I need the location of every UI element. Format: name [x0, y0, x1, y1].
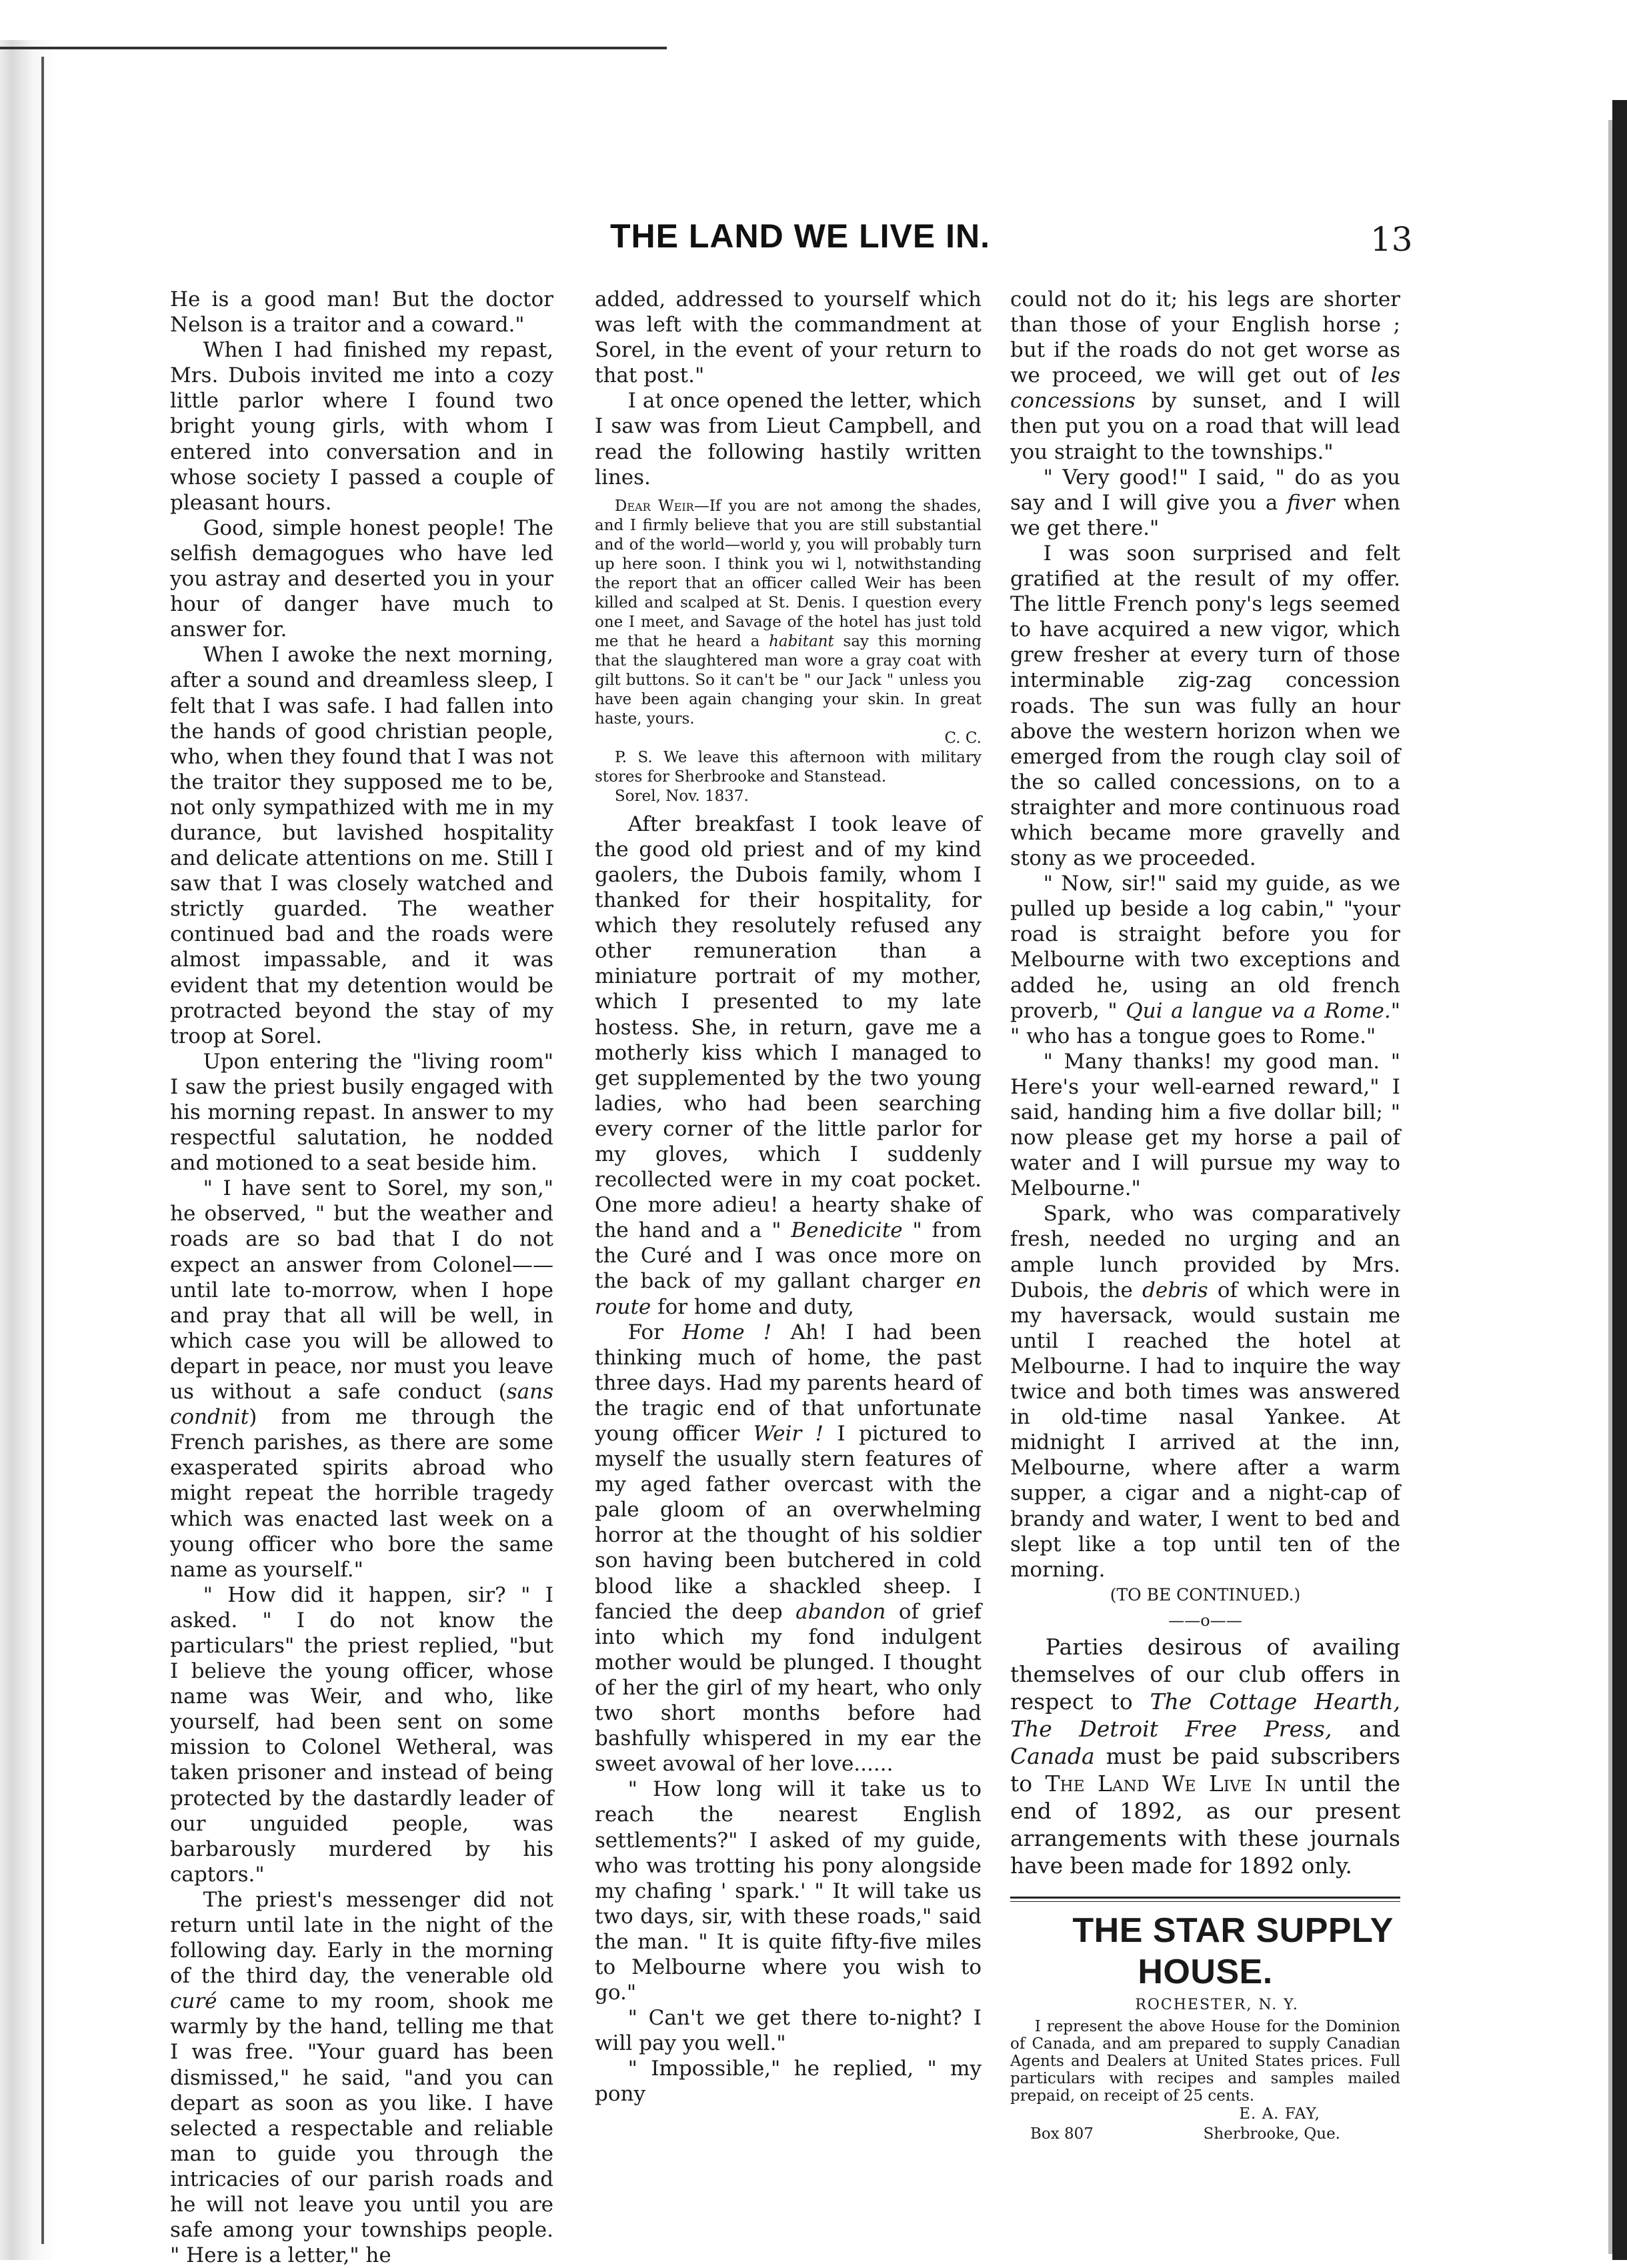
- paragraph: Spark, who was comparatively fresh, needed no urging and an ample lunch provided by Mrs. Dubois, the debris of which were in my haversack, would sustain me until I reached the hotel at Melbourne. I had to inquire the way twice and both times was answered in old-time nasal Yankee. At midnight I arrived at the inn, Melbourne, where after a warm supper, a cigar and a night-cap of brandy and water, I went to bed and slept like a top until ten of the morning.: [1010, 1202, 1400, 1582]
- paragraph: When I awoke the next morning, after a sound and dreamless sleep, I felt that I was safe. I had fallen into the hands of good christian people, who, when they found that I was not the traitor they supposed me to be, not only sympathized with me in my durance, but lavished hospitality and delicate attentions on me. Still I saw that I was closely watched and strictly guarded. The weather continued bad and the roads were almost impassable, and it was evident that my detention would be protracted beyond the stay of my troop at Sorel.: [170, 643, 553, 1048]
- column-3: [1010, 287, 1400, 2145]
- section-ornament: ——o——: [1168, 1610, 1242, 1630]
- scan-right-edge: [1612, 100, 1627, 2260]
- advert-rule-thin: [1010, 1901, 1400, 1902]
- advert-body: I represent the above House for the Dominion of Canada, and am prepared to supply Canadian Agents and Dealers at United States prices. Full particulars with recipes and samples mailed prepaid, on receipt of 25 cents.: [1010, 2018, 1400, 2105]
- letter-salutation: Dear Weir: [614, 497, 694, 515]
- to-be-continued: (TO BE CONTINUED.): [1110, 1584, 1301, 1604]
- paragraph: When I had finished my repast, Mrs. Dubois invited me into a cozy little parlor where I found two bright young girls, with whom I entered into conversation and in whose society I passed a couple of pleasant hours.: [170, 338, 553, 515]
- letter-postscript: P. S. We leave this afternoon with military stores for Sherbrooke and Stanstead.: [595, 748, 982, 786]
- paragraph: " Many thanks! my good man. " Here's your well-earned reward," I said, handing him a five dollar bill; " now please get my horse a pail of water and I will pursue my way to Melbourne.": [1010, 1049, 1400, 1201]
- scan-gutter-line: [41, 57, 44, 2244]
- advert-box: Box 807: [1030, 2125, 1094, 2143]
- column-2: [595, 287, 982, 2107]
- paragraph: After breakfast I took leave of the good old priest and of my kind gaolers, the Dubois family, whom I thanked for their hospitality, for which they resolutely refused any other remuneration than a miniature portrait of my mother, which I presented to my late hostess. She, in return, gave me a motherly kiss which I managed to get supplemented by the two young ladies, who had been searching every corner of the little parlor for my gloves, which I suddenly recollected were in my coat pocket. One more adieu! a hearty shake of the hand and a " Benedicite " from the Curé and I was once more on the back of my gallant charger en route for home and duty,: [595, 812, 982, 1319]
- scan-top-rule: [0, 47, 667, 49]
- page-number: 13: [1370, 220, 1413, 259]
- paragraph: " How long will it take us to reach the nearest English settlements?" I asked of my guide, who was trotting his pony alongside my chafing ' spark.' " It will take us two days, sir, with these roads," said the man. " It is quite fifty-five miles to Melbourne where you wish to go.": [595, 1777, 982, 2005]
- paragraph: " I have sent to Sorel, my son," he observed, " but the weather and roads are so bad that I do not expect an answer from Colonel——until late to-morrow, when I hope and pray that all will be well, in which case you will be allowed to depart in peace, nor must you leave us without a safe conduct (sans condnit) from me through the French parishes, as there are some exasperated spirits abroad who might repeat the horrible tragedy which was enacted last week on a young officer who bore the same name as yourself.": [170, 1176, 553, 1582]
- letter-signature: C. C.: [944, 729, 982, 747]
- paragraph: He is a good man! But the doctor Nelson is a traitor and a coward.": [170, 287, 553, 337]
- paragraph: " Impossible," he replied, " my pony: [595, 2057, 982, 2107]
- running-header: THE LAND WE LIVE IN.: [610, 217, 990, 255]
- paragraph: added, addressed to yourself which was left with the commandment at Sorel, in the event of your return to that post.": [595, 287, 982, 388]
- scan-right-shadow: [1608, 120, 1612, 2254]
- advert-place: ROCHESTER, N. Y.: [1135, 1996, 1299, 2013]
- paragraph: For Home ! Ah! I had been thinking much of home, the past three days. Had my parents heard of the tragic end of that unfortunate young officer Weir ! I pictured to myself the usually stern features of my aged father overcast with the pale gloom of an overwhelming horror at the thought of his soldier son having been butchered in cold blood like a shackled sheep. I fancied the deep abandon of grief into which my fond indulgent mother would be plunged. I thought of her the girl of my heart, who only two short months before had bashfully whispered in my ear the sweet avowal of her love......: [595, 1320, 982, 1777]
- letter-text: Dear Weir—If you are not among the shades, and I firmly believe that you are still substantial and of the world—world y, you will probably turn up here soon. I think you wi l, notwithstanding the report that an officer called Weir has been killed and scalped at St. Denis. I question every one I meet, and Savage of the hotel has just told me that he heard a habitant say this morning that the slaughtered man wore a gray coat with gilt buttons. So it can't be " our Jack " unless you have been again changing your skin. In great haste, yours.: [595, 497, 982, 728]
- advertisement: [1010, 1910, 1400, 2145]
- paragraph: " How did it happen, sir? " I asked. " I do not know the particulars" the priest replied, "but I believe the young officer, whose name was Weir, and who, like yourself, had been sent on some mission to Colonel Wetheral, was taken prisoner and instead of being protected by the dastardly leader of our unguided people, was barbarously murdered by his captors.": [170, 1582, 553, 1887]
- paragraph: I at once opened the letter, which I saw was from Lieut Campbell, and read the following hastily written lines.: [595, 389, 982, 489]
- scan-binding-edge: [0, 40, 57, 2260]
- column-1: [170, 287, 553, 2268]
- quoted-letter: [595, 497, 982, 806]
- paragraph: I was soon surprised and felt gratified at the result of my offer. The little French pony's legs seemed to have acquired a new vigor, which grew fresher at every turn of those interminable zig-zag concession roads. The sun was fully an hour above the western horizon when we emerged from the rough clay soil of the so called concessions, on to a straighter and more continuous road which became more gravelly and stony as we proceeded.: [1010, 541, 1400, 871]
- advert-rule: [1010, 1897, 1400, 1899]
- advert-name: E. A. FAY,: [1239, 2105, 1320, 2123]
- paragraph: " Now, sir!" said my guide, as we pulled up beside a log cabin," "your road is straight before you for Melbourne with two exceptions and added he, using an old french proverb, " Qui a langue va a Rome." " who has a tongue goes to Rome.": [1010, 872, 1400, 1048]
- advert-town: Sherbrooke, Que.: [1203, 2125, 1340, 2143]
- paragraph: " Can't we get there to-night? I will pay you well.": [595, 2006, 982, 2056]
- advert-footer: [1010, 2105, 1400, 2145]
- paragraph: Good, simple honest people! The selfish demagogues who have led you astray and deserted you in your hour of danger have much to answer for.: [170, 515, 553, 642]
- club-notice: Parties desirous of availing themselves of our club offers in respect to The Cottage Hearth, The Detroit Free Press, and Canada must be paid subscribers to The Land We Live In until the end of 1892, as our present arrangements with these journals have been made for 1892 only.: [1010, 1633, 1400, 1879]
- advert-title: THE STAR SUPPLY HOUSE.: [1072, 1911, 1394, 1991]
- paragraph: Upon entering the "living room" I saw the priest busily engaged with his morning repast. In answer to my respectful salutation, he nodded and motioned to a seat beside him.: [170, 1049, 553, 1176]
- letter-dateline: Sorel, Nov. 1837.: [614, 787, 749, 805]
- paragraph: could not do it; his legs are shorter than those of your English horse ; but if the roads do not get worse as we proceed, we will get out of les concessions by sunset, and I will then put you on a road that will lead you straight to the townships.": [1010, 287, 1400, 464]
- paragraph: " Very good!" I said, " do as you say and I will give you a fiver when we get there.": [1010, 465, 1400, 540]
- paragraph: The priest's messenger did not return until late in the night of the following day. Early in the morning of the third day, the venerable old curé came to my room, shook me warmly by the hand, telling me that I was free. "Your guard has been dismissed," he said, "and you can depart as soon as you like. I have selected a respectable and reliable man to guide you through the intricacies of our parish roads and he will not leave you until you are safe among your townships people. " Here is a letter," he: [170, 1887, 553, 2268]
